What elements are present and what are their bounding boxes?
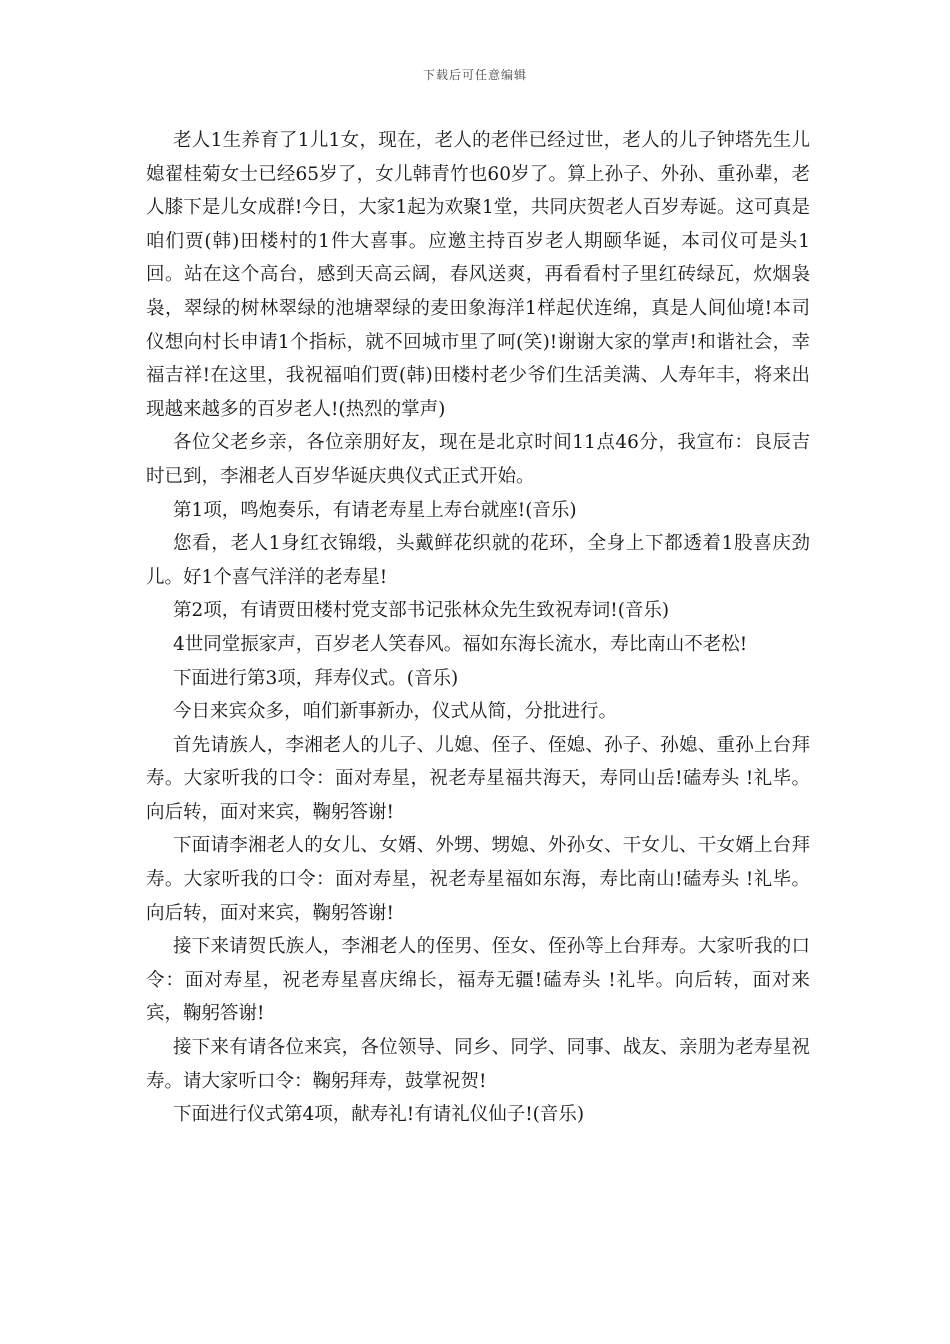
page-header: 下载后可任意编辑 [422, 68, 527, 82]
paragraph: 您看，老人1身红衣锦缎，头戴鲜花织就的花环，全身上下都透着1股喜庆劲儿。好1个喜气洋洋的老寿星! [146, 533, 810, 588]
paragraph: 老人1生养育了1儿1女，现在，老人的老伴已经过世，老人的儿子钟塔先生儿媳翟桂菊女士已经65岁了，女儿韩青竹也60岁了。算上孙子、外孙、重孙辈，老人膝下是儿女成群!今日，大家1起为欢聚1堂，共同庆贺老人百岁寿诞。这可真是咱们贾(韩)田楼村的1件大喜事。应邀主持百岁老人期颐华诞，本司仪可是头1回。站在这个高台，感到天高云阔，春风送爽，再看看村子里红砖绿瓦，炊烟袅袅，翠绿的树林翠绿的池塘翠绿的麦田象海洋1样起伏连绵，真是人间仙境!本司仪想向村长申请1个指标，就不回城市里了呵(笑)!谢谢大家的掌声!和谐社会，幸福吉祥!在这里，我祝福咱们贾(韩)田楼村老少爷们生活美满、人寿年丰，将来出现越来越多的百岁老人!(热烈的掌声) [146, 130, 810, 420]
paragraph: 下面进行第3项，拜寿仪式。(音乐) [173, 667, 459, 689]
paragraph: 下面请李湘老人的女儿、女婿、外甥、甥媳、外孙女、干女儿、干女婿上台拜寿。大家听我的口令：面对寿星，祝老寿星福如东海，寿比南山!磕寿头 !礼毕。向后转，面对来宾，鞠躬答谢! [146, 835, 810, 924]
document-body [146, 124, 810, 1132]
paragraph: 下面进行仪式第4项，献寿礼!有请礼仪仙子!(音乐) [173, 1104, 585, 1126]
paragraph: 首先请族人，李湘老人的儿子、儿媳、侄子、侄媳、孙子、孙媳、重孙上台拜寿。大家听我的口令：面对寿星，祝老寿星福共海天，寿同山岳!磕寿头 !礼毕。向后转，面对来宾，鞠躬答谢! [146, 734, 810, 823]
paragraph: 各位父老乡亲，各位亲朋好友，现在是北京时间11点46分，我宣布：良辰吉时已到，李湘老人百岁华诞庆典仪式正式开始。 [146, 432, 810, 487]
paragraph: 接下来有请各位来宾，各位领导、同乡、同学、同事、战友、亲朋为老寿星祝寿。请大家听口令：鞠躬拜寿，鼓掌祝贺! [146, 1037, 810, 1092]
paragraph: 今日来宾众多，咱们新事新办，仪式从简，分批进行。 [173, 701, 618, 723]
paragraph: 第1项，鸣炮奏乐，有请老寿星上寿台就座!(音乐) [173, 499, 577, 521]
paragraph: 接下来请贺氏族人，李湘老人的侄男、侄女、侄孙等上台拜寿。大家听我的口令：面对寿星，祝老寿星喜庆绵长，福寿无疆!磕寿头 !礼毕。向后转，面对来宾，鞠躬答谢! [146, 936, 810, 1025]
paragraph: 4世同堂振家声，百岁老人笑春风。福如东海长流水，寿比南山不老松! [173, 633, 748, 655]
paragraph: 第2项，有请贾田楼村党支部书记张林众先生致祝寿词!(音乐) [173, 600, 670, 622]
